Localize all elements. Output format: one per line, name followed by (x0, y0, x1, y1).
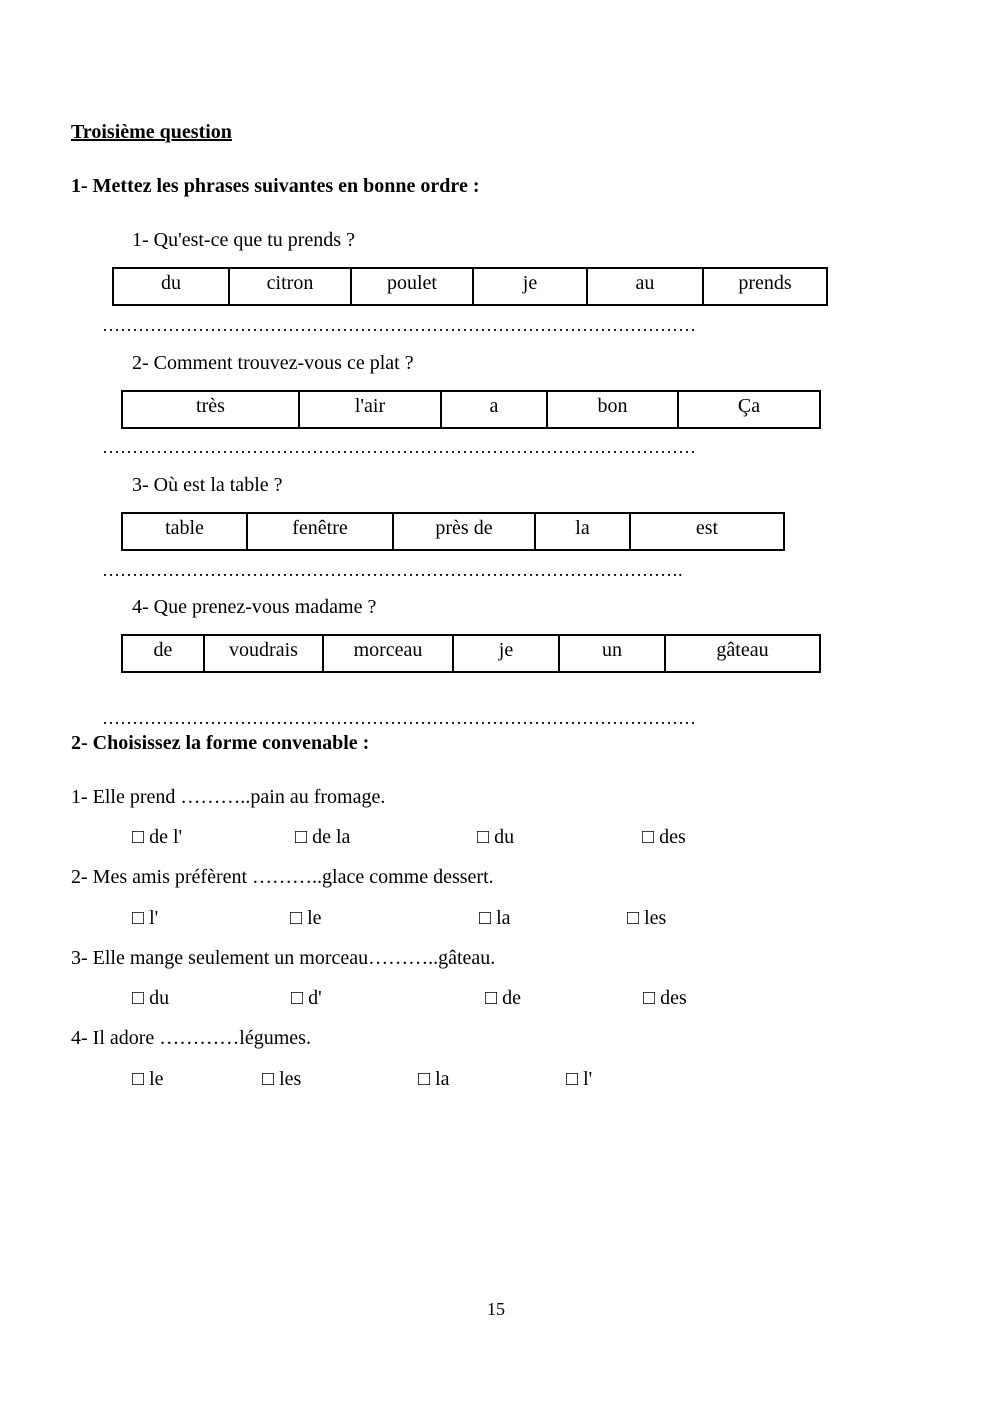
word-cell[interactable]: gâteau (665, 635, 820, 672)
choice-option[interactable]: □ de la (295, 826, 351, 848)
word-cell[interactable]: de (122, 635, 204, 672)
choice-option[interactable]: □ de l' (132, 826, 183, 848)
word-box-4 (121, 634, 821, 673)
choice-option[interactable]: □ d' (291, 987, 322, 1009)
answer-line-1[interactable]: ……………………………………………………………………………………… (102, 315, 696, 335)
answer-line-3[interactable]: ……………………………………………………………………………………. (102, 560, 683, 580)
word-cell[interactable]: je (473, 268, 587, 305)
answer-line-2[interactable]: ……………………………………………………………………………………… (102, 437, 696, 457)
word-box-3 (121, 512, 785, 551)
word-cell[interactable]: l'air (299, 391, 441, 428)
word-cell[interactable]: prends (703, 268, 827, 305)
word-cell[interactable]: a (441, 391, 547, 428)
choice-option[interactable]: □ les (262, 1068, 302, 1090)
exercise-2-instruction: - Choisissez la forme convenable : (81, 732, 370, 754)
word-cell[interactable]: bon (547, 391, 678, 428)
word-cell[interactable]: la (535, 513, 630, 550)
word-cell[interactable]: très (122, 391, 299, 428)
word-cell[interactable]: table (122, 513, 247, 550)
choice-option[interactable]: □ les (627, 907, 667, 929)
word-box-1 (112, 267, 828, 306)
word-cell[interactable]: Ça (678, 391, 820, 428)
word-cell[interactable]: poulet (351, 268, 473, 305)
reorder-question-1: 1- Qu'est-ce que tu prends ? (132, 229, 355, 251)
exercise-1-instruction: - Mettez les phrases suivantes en bonne ordre : (81, 175, 480, 197)
exercise-1-heading (71, 175, 479, 198)
page-number: 15 (487, 1299, 505, 1319)
choice-option[interactable]: □ l' (132, 907, 159, 929)
exercise-1-number: 1 (71, 175, 81, 197)
word-cell[interactable]: au (587, 268, 703, 305)
choice-sentence-2: 2- Mes amis préfèrent ………..glace comme dessert. (71, 866, 494, 888)
choice-option[interactable]: □ des (642, 826, 686, 848)
word-cell[interactable]: je (453, 635, 559, 672)
exercise-2-number: 2 (71, 732, 81, 754)
exercise-2-heading (71, 732, 369, 755)
choice-option[interactable]: □ de (485, 987, 521, 1009)
choice-option[interactable]: □ l' (566, 1068, 593, 1090)
word-cell[interactable]: citron (229, 268, 351, 305)
word-cell[interactable]: du (113, 268, 229, 305)
choice-option[interactable]: □ le (132, 1068, 164, 1090)
choice-option[interactable]: □ du (477, 826, 515, 848)
choice-sentence-1: 1- Elle prend ………..pain au fromage. (71, 786, 386, 808)
word-cell[interactable]: morceau (323, 635, 453, 672)
word-cell[interactable]: voudrais (204, 635, 323, 672)
choice-option[interactable]: □ le (290, 907, 322, 929)
section-title: Troisième question (71, 121, 232, 143)
choice-option[interactable]: □ la (479, 907, 511, 929)
word-cell[interactable]: un (559, 635, 665, 672)
word-cell[interactable]: près de (393, 513, 535, 550)
word-cell[interactable]: fenêtre (247, 513, 393, 550)
choice-option[interactable]: □ la (418, 1068, 450, 1090)
reorder-question-4: 4- Que prenez-vous madame ? (132, 596, 377, 618)
choice-option[interactable]: □ des (643, 987, 687, 1009)
choice-sentence-3: 3- Elle mange seulement un morceau………..gâteau. (71, 947, 496, 969)
reorder-question-2: 2- Comment trouvez-vous ce plat ? (132, 352, 414, 374)
choice-sentence-4: 4- Il adore …………légumes. (71, 1027, 311, 1049)
reorder-question-3: 3- Où est la table ? (132, 474, 283, 496)
answer-line-4[interactable]: ……………………………………………………………………………………… (102, 708, 696, 728)
choice-option[interactable]: □ du (132, 987, 170, 1009)
word-cell[interactable]: est (630, 513, 784, 550)
word-box-2 (121, 390, 821, 429)
